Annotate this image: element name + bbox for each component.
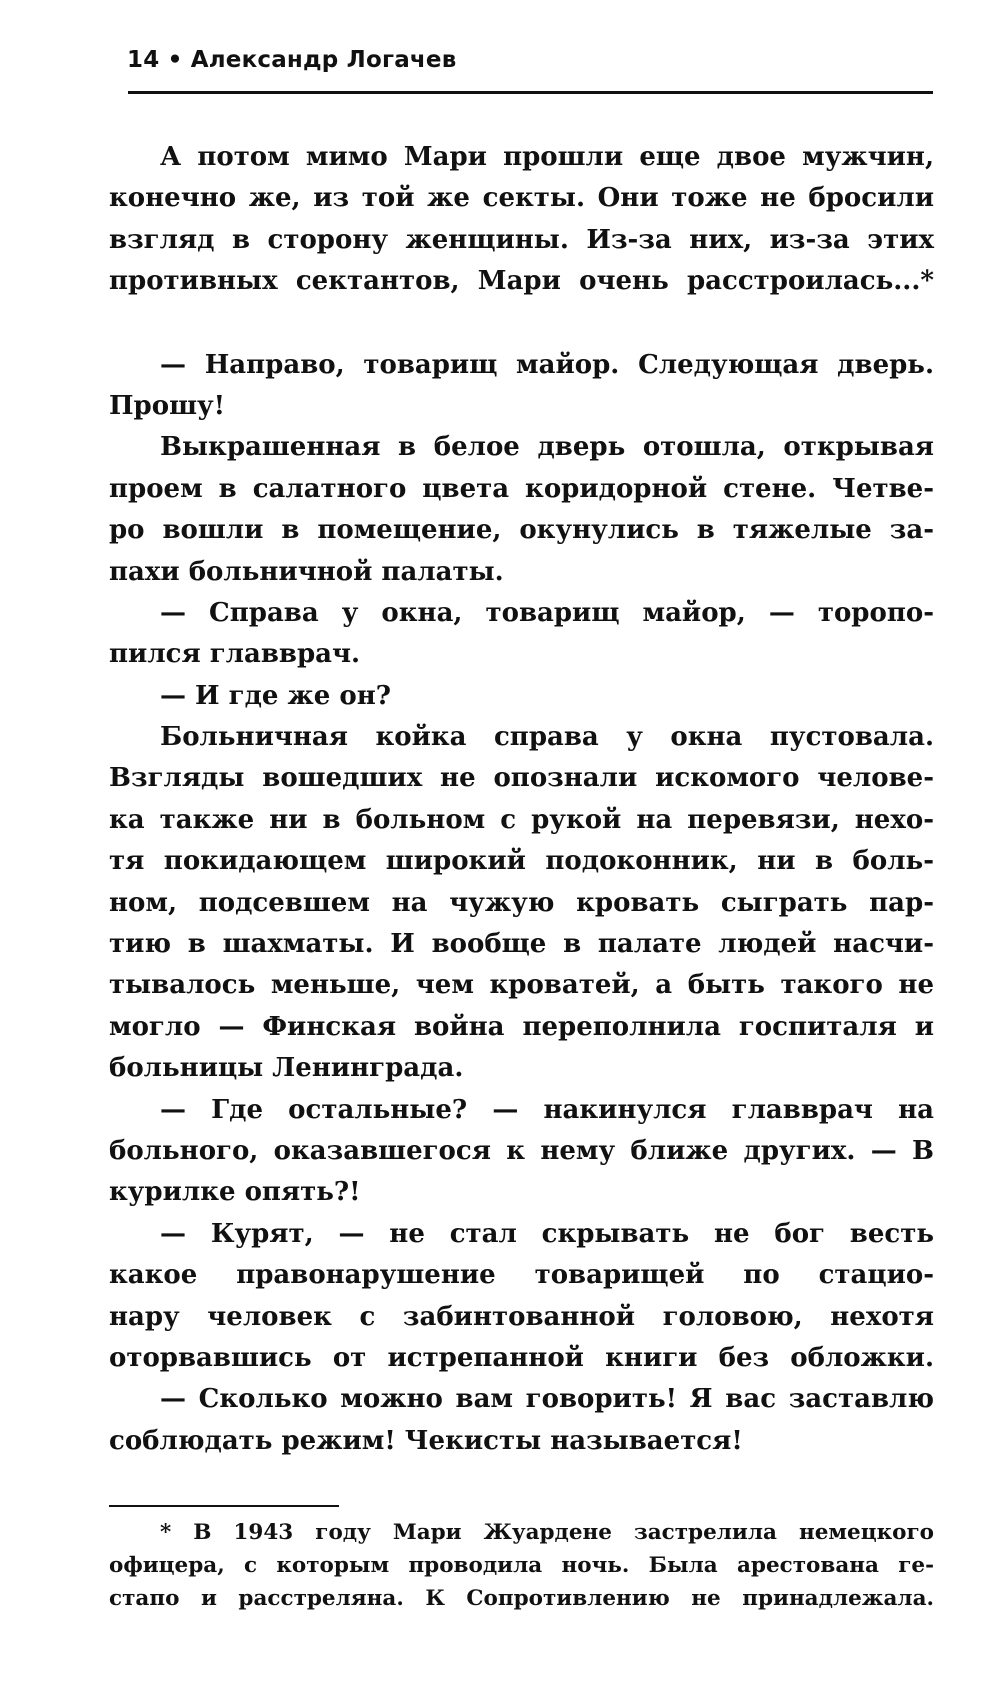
text-line: больницы Ленинграда.: [109, 1053, 464, 1084]
text-line: Прошу!: [109, 390, 226, 421]
text-line: Взгляды вошедших не опознали искомого челове-: [109, 763, 934, 794]
text-line: оторвавшись от истрепанной книги без обложки.: [109, 1342, 934, 1373]
footnote-line: офицера, с которым проводила ночь. Была арестована ге-: [109, 1553, 934, 1578]
text-line: пахи больничной палаты.: [109, 556, 504, 587]
text-line: — Справа у окна, товарищ майор, — торопо-: [160, 597, 934, 628]
section-gap: [109, 303, 934, 345]
text-line: — Направо, товарищ майор. Следующая дверь.: [160, 349, 934, 380]
text-line: какое правонарушение товарищей по стацио-: [109, 1260, 934, 1291]
footnote-line: * В 1943 году Мари Жуардене застрелила немецкого: [160, 1520, 934, 1545]
text-line: ном, подсевшем на чужую кровать сыграть пар-: [109, 887, 934, 918]
text-line: Больничная койка справа у окна пустовала.: [160, 722, 934, 753]
text-line: — Где остальные? — накинулся главврач на: [160, 1094, 934, 1125]
text-line: взгляд в сторону женщины. Из-за них, из-за этих: [109, 224, 934, 255]
text-line: тя покидающем широкий подоконник, ни в боль-: [109, 846, 934, 877]
text-line: курилке опять?!: [109, 1177, 361, 1208]
footnote-rule: [109, 1505, 339, 1507]
text-line: соблюдать режим! Чекисты называется!: [109, 1425, 743, 1456]
footnote-line: стапо и расстреляна. К Сопротивлению не принадлежала.: [109, 1586, 934, 1611]
text-line: Выкрашенная в белое дверь отошла, открывая: [160, 432, 934, 463]
text-line: тию в шахматы. И вообще в палате людей насчи-: [109, 929, 934, 960]
header-rule: [128, 91, 933, 94]
text-line: конечно же, из той же секты. Они тоже не бросили: [109, 183, 934, 214]
text-line: пился главврач.: [109, 639, 361, 670]
body-text: [109, 137, 934, 1462]
text-line: ро вошли в помещение, окунулись в тяжелые за-: [109, 515, 934, 546]
text-line: могло — Финская война переполнила госпиталя и: [109, 1011, 934, 1042]
running-head: 14 • Александр Логачев: [127, 47, 457, 73]
text-line: противных сектантов, Мари очень расстроилась...*: [109, 266, 934, 297]
text-line: проем в салатного цвета коридорной стене. Четве-: [109, 473, 934, 504]
text-line: больного, оказавшегося к нему ближе других. — В: [109, 1135, 934, 1166]
text-line: тывалось меньше, чем кроватей, а быть такого не: [109, 970, 934, 1001]
text-line: — И где же он?: [160, 680, 391, 711]
text-line: А потом мимо Мари прошли еще двое мужчин,: [160, 142, 934, 172]
footnote: [109, 1516, 934, 1615]
text-line: — Курят, — не стал скрывать не бог весть: [160, 1218, 934, 1249]
text-line: нару человек с забинтованной головою, нехотя: [109, 1301, 934, 1332]
text-line: ка также ни в больном с рукой на перевязи, нехо-: [109, 804, 934, 835]
text-line: — Сколько можно вам говорить! Я вас заставлю: [160, 1384, 934, 1415]
